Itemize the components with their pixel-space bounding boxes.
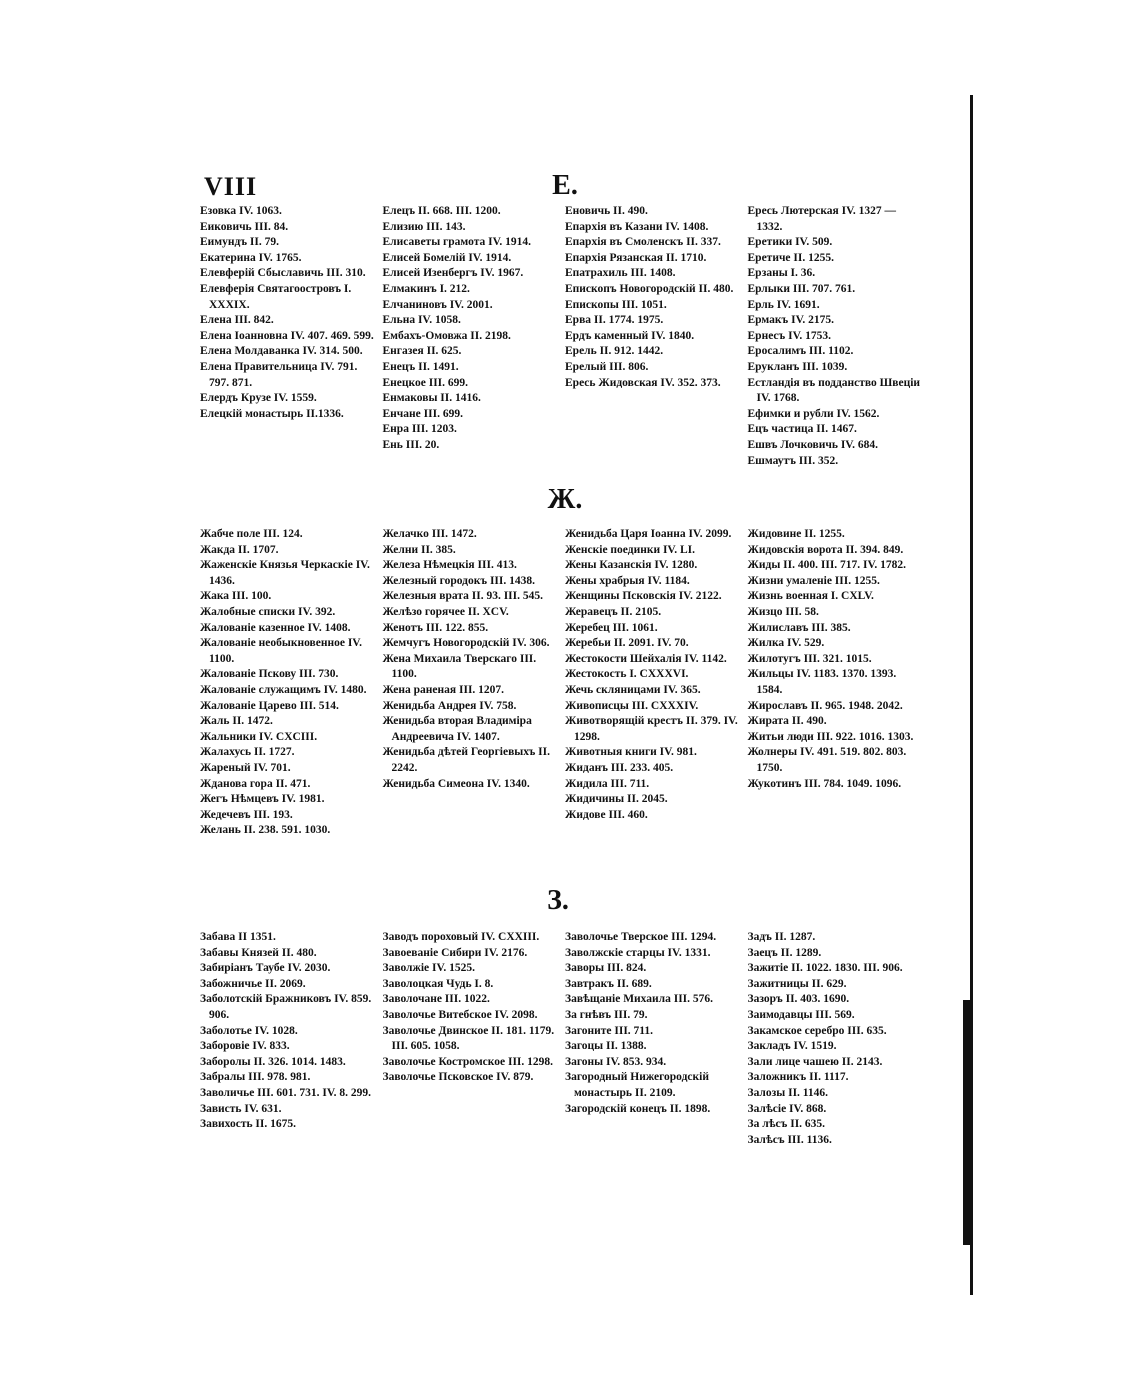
index-entry: Забожничье II. 2069. [200,977,306,990]
index-entry: Ересь Жидовская IV. 352. 373. [565,376,721,389]
index-entry: Ерель II. 912. 1442. [565,345,664,358]
index-entry: Загоните III. 711. [565,1024,654,1037]
index-section-e [200,204,930,469]
index-entry: Елисей Бомелій IV. 1914. [382,251,512,264]
index-entry: Жилиславъ III. 385. [747,621,851,634]
section-letter-e: Е. [552,170,578,201]
index-entry: Закладъ IV. 1519. [747,1040,837,1053]
index-entry: Жеребец III. 1061. [565,621,658,634]
index-entry: Жалованіе Царево III. 514. [200,699,339,712]
index-entry: Елизию III. 143. [382,220,466,233]
index-entry: Жаженскіе Князья Черкаскіе IV. 1436. [200,559,370,587]
index-entry: Жирата II. 490. [747,715,827,728]
index-entry: Жалованіе необыкновенное IV. 1100. [200,637,363,665]
index-entry: Ерлыки III. 707. 761. [747,282,856,295]
index-entry: Завоеваніе Сибири IV. 2176. [382,946,528,959]
index-entry: Ерукланъ III. 1039. [747,360,848,373]
index-entry: Жака III. 100. [200,590,272,603]
index-entry: Ермакъ IV. 2175. [747,314,835,327]
index-entry: Жиданъ III. 233. 405. [565,761,674,774]
index-entry: Жолнеры IV. 491. 519. 802. 803. 1750. [747,746,907,774]
index-entry: Жильцы IV. 1183. 1370. 1393. 1584. [747,668,897,696]
index-entry: Жилотугъ III. 321. 1015. [747,652,872,665]
index-column [748,527,931,839]
index-entry: Жалахусь II. 1727. [200,746,295,759]
index-entry: Ердъ каменный IV. 1840. [565,329,695,342]
index-entry: Елена III. 842. [200,314,274,327]
index-entry: Ересь Лютерская IV. 1327 — 1332. [747,205,897,233]
index-entry: Енчане III. 699. [382,407,463,420]
index-entry: Завихость II. 1675. [200,1118,297,1131]
index-entry: Жидовскія ворота II. 394. 849. [747,543,904,556]
index-entry: Желѣзо горячее II. XCV. [382,605,509,618]
index-entry: Елчаниновъ IV. 2001. [382,298,493,311]
index-section-z [200,930,930,1148]
index-column [748,930,931,1148]
index-entry: Елена Іоанновна IV. 407. 469. 599. [200,329,374,342]
index-entry: Животныя книги IV. 981. [565,746,697,759]
index-entry: Зажитницы II. 629. [747,977,847,990]
index-column [383,930,566,1148]
index-entry: Жена раненая III. 1207. [382,683,505,696]
index-entry: Жеравецъ II. 2105. [565,605,662,618]
index-entry: Еимундъ II. 79. [200,236,279,249]
index-entry: Жалованіе Пскову III. 730. [200,668,339,681]
index-entry: Заволочане III. 1022. [382,993,490,1006]
index-entry: Загородскій конецъ II. 1898. [565,1102,711,1115]
index-entry: Зависть IV. 631. [200,1102,282,1115]
index-entry: Заволичье III. 601. 731. IV. 8. 299. [200,1086,372,1099]
index-entry: Заболотье IV. 1028. [200,1024,298,1037]
index-entry: Жданова гора II. 471. [200,777,311,790]
index-entry: Заволжскіе старцы IV. 1331. [565,946,711,959]
index-entry: Ерелый III. 806. [565,360,649,373]
index-entry: Забавы Князей II. 480. [200,946,317,959]
index-entry: За гнѣвъ III. 79. [565,1008,648,1021]
page-number: VIII [204,172,258,201]
index-entry: Ень III. 20. [382,438,440,451]
index-entry: Елена Правительница IV. 791. 797. 871. [200,360,358,389]
index-entry: Заимодавцы III. 569. [747,1008,855,1021]
index-entry: Жакда II. 1707. [200,543,279,556]
index-entry: Жидовине II. 1255. [747,528,845,540]
index-entry: Жирославъ II. 965. 1948. 2042. [747,699,903,712]
index-entry: Зали лице чашею II. 2143. [747,1055,883,1068]
index-column [200,204,383,469]
index-entry: Заболотскій Бражниковъ IV. 859. 906. [200,993,372,1021]
index-column [748,204,931,469]
index-entry: Енмаковы II. 1416. [382,392,481,405]
index-entry: Ерль IV. 1691. [747,298,820,311]
index-entry: Жестокости Шейхалія IV. 1142. [565,652,727,665]
index-entry: Ешмаутъ III. 352. [747,454,839,467]
index-entry: Жалобные списки IV. 392. [200,605,336,618]
index-entry: Елена Молдаванка IV. 314. 500. [200,345,363,358]
index-entry: Загоцы II. 1388. [565,1040,647,1053]
index-entry: Епатрахиль III. 1408. [565,267,676,280]
index-entry: Еретиче II. 1255. [747,251,834,264]
index-entry: Заволочье Витебское IV. 2098. [382,1008,538,1021]
index-entry: Женидьба Андрея IV. 758. [382,699,517,712]
index-entry: Жестокость I. CXXXVI. [565,668,689,681]
index-entry: Еновичь II. 490. [565,205,648,217]
index-entry: Зазоръ II. 403. 1690. [747,993,850,1006]
index-entry: Епископы III. 1051. [565,298,667,311]
index-column [565,527,748,839]
index-entry: Езовка IV. 1063. [200,205,282,217]
index-entry: Жареный IV. 701. [200,761,291,774]
index-entry: Завтракъ II. 689. [565,977,652,990]
index-entry: Жены храбрыя IV. 1184. [565,574,690,587]
index-entry: Жегъ Нѣмцевъ IV. 1981. [200,793,325,806]
index-entry: Еросалимъ III. 1102. [747,345,854,358]
index-entry: Енра III. 1203. [382,423,457,436]
index-entry: Заецъ II. 1289. [747,946,822,959]
index-entry: Забиріанъ Таубе IV. 2030. [200,962,331,975]
index-entry: Жаль II. 1472. [200,715,273,728]
index-entry: Елецъ II. 668. III. 1200. [382,205,501,217]
index-entry: Ерва II. 1774. 1975. [565,314,664,327]
index-entry: Жидичины II. 2045. [565,793,668,806]
index-entry: Заворы III. 824. [565,962,647,975]
index-entry: Жилка IV. 529. [747,637,825,650]
index-entry: Женскіе поединки IV. LI. [565,543,696,556]
index-entry: Залѣсъ III. 1136. [747,1133,832,1146]
section-letter-zh: Ж. [547,484,583,515]
index-entry: Елмакинъ I. 212. [382,282,470,295]
index-column [565,204,748,469]
index-column [383,527,566,839]
index-entry: Жальники IV. CXCIII. [200,730,318,743]
index-entry: Железа Нѣмецкія III. 413. [382,559,517,572]
index-entry: Естландія въ подданство Швеціи IV. 1768. [747,376,921,405]
index-entry: Ерзаны I. 36. [747,267,816,280]
index-entry: Жиды II. 400. III. 717. IV. 1782. [747,559,906,572]
page-edge-shadow [963,1000,973,1245]
index-entry: Железный городокъ III. 1438. [382,574,535,587]
index-entry: Женидьба Симеона IV. 1340. [382,777,530,790]
index-entry: Заборолы II. 326. 1014. 1483. [200,1055,346,1068]
index-entry: Женидьба Царя Іоанна IV. 2099. [565,528,732,540]
index-entry: Заволоцкая Чудь I. 8. [382,977,494,990]
index-entry: Закамское серебро III. 635. [747,1024,887,1037]
index-entry: Енгазея II. 625. [382,345,462,358]
index-entry: Елердъ Крузе IV. 1559. [200,392,317,405]
index-section-zh [200,527,930,839]
index-entry: Жизни умаленіе III. 1255. [747,574,880,587]
index-entry: Ецъ частица II. 1467. [747,423,857,436]
index-entry: Еретики IV. 509. [747,236,833,249]
index-entry: Залѣсіе IV. 868. [747,1102,827,1115]
index-entry: Елецкій монастырь II.1336. [200,407,344,420]
index-entry: Заволочье Псковское IV. 879. [382,1071,534,1084]
index-entry: Епархія Рязанская II. 1710. [565,251,707,264]
index-entry: Епископъ Новогородскій II. 480. [565,282,734,295]
index-entry: Желань II. 238. 591. 1030. [200,824,331,837]
index-entry: Заложникъ II. 1117. [747,1071,849,1084]
index-entry: Загородный Нижегородскій монастырь II. 2109. [565,1071,709,1099]
index-column [200,527,383,839]
index-entry: Заволочье Двинское II. 181. 1179. III. 605. 1058. [382,1024,555,1053]
index-entry: Епархія въ Смоленскъ II. 337. [565,236,721,249]
section-letter-z: З. [547,885,569,916]
index-column [200,930,383,1148]
index-entry: Жизнь военная I. CXLV. [747,590,874,603]
index-entry: Животворящій крестъ II. 379. IV. 1298. [565,715,738,743]
index-entry: Залозы II. 1146. [747,1086,829,1099]
index-entry: Желни II. 385. [382,543,456,556]
index-entry: Заводъ пороховый IV. CXXIII. [382,931,540,943]
index-entry: Жеребьи II. 2091. IV. 70. [565,637,689,650]
index-entry: Енецъ II. 1491. [382,360,459,373]
index-entry: За лѣсъ II. 635. [747,1118,826,1131]
index-entry: Епархія въ Казани IV. 1408. [565,220,709,233]
index-entry: Заволжіе IV. 1525. [382,962,475,975]
index-entry: Зажитіе II. 1022. 1830. III. 906. [747,962,903,975]
index-entry: Жидила III. 711. [565,777,650,790]
index-entry: Женидьба вторая Владиміра Андреевича IV. 1407. [382,715,532,743]
index-entry: Жабче поле III. 124. [200,528,303,540]
index-entry: Забралы III. 978. 981. [200,1071,311,1084]
index-entry: Задъ II. 1287. [747,931,816,943]
index-column [383,204,566,469]
index-column [565,930,748,1148]
index-entry: Елевферій Сбыславичь III. 310. [200,267,366,280]
index-entry: Житьи люди III. 922. 1016. 1303. [747,730,914,743]
index-entry: Заволочье Тверское III. 1294. [565,931,717,943]
index-entry: Ешвъ Лочковичь IV. 684. [747,438,878,451]
index-entry: Жукотинъ III. 784. 1049. 1096. [747,777,902,790]
index-entry: Елисей Изенбергъ IV. 1967. [382,267,524,280]
index-entry: Жидове III. 460. [565,808,648,821]
index-entry: Завѣщаніе Михаила III. 576. [565,993,714,1006]
index-entry: Жалованіе служащимъ IV. 1480. [200,683,367,696]
index-entry: Жедечевъ III. 193. [200,808,293,821]
index-entry: Заволочье Костромское III. 1298. [382,1055,554,1068]
index-entry: Екатерина IV. 1765. [200,251,302,264]
index-entry: Енецкое III. 699. [382,376,469,389]
index-entry: Жена Михаила Тверскаго III. 1100. [382,652,537,681]
index-entry: Жемчугъ Новогородскій IV. 306. [382,637,550,650]
index-entry: Желачко III. 1472. [382,528,477,540]
index-entry: Ернесъ IV. 1753. [747,329,832,342]
index-entry: Ембахъ-Омовжа II. 2198. [382,329,511,342]
index-entry: Жены Казанскія IV. 1280. [565,559,698,572]
index-entry: Жалованіе казенное IV. 1408. [200,621,351,634]
index-entry: Жечь скляницами IV. 365. [565,683,701,696]
index-entry: Заборовіе IV. 833. [200,1040,290,1053]
index-entry: Забава II 1351. [200,931,276,943]
index-entry: Железныя врата II. 93. III. 545. [382,590,543,603]
index-entry: Елисаветы грамота IV. 1914. [382,236,532,249]
index-entry: Ефимки и рубли IV. 1562. [747,407,880,420]
index-entry: Живописцы III. CXXXIV. [565,699,699,712]
index-entry: Женидьба дѣтей Георгіевыхъ II. 2242. [382,746,551,774]
index-entry: Ельна IV. 1058. [382,314,461,327]
index-entry: Женотъ III. 122. 855. [382,621,489,634]
index-entry: Загоны IV. 853. 934. [565,1055,667,1068]
index-entry: Елевферія Святагоостровъ I. XXXIX. [200,282,352,311]
index-entry: Жизцо III. 58. [747,605,819,618]
index-entry: Женщины Псковскія IV. 2122. [565,590,722,603]
index-entry: Еиковичь III. 84. [200,220,289,233]
